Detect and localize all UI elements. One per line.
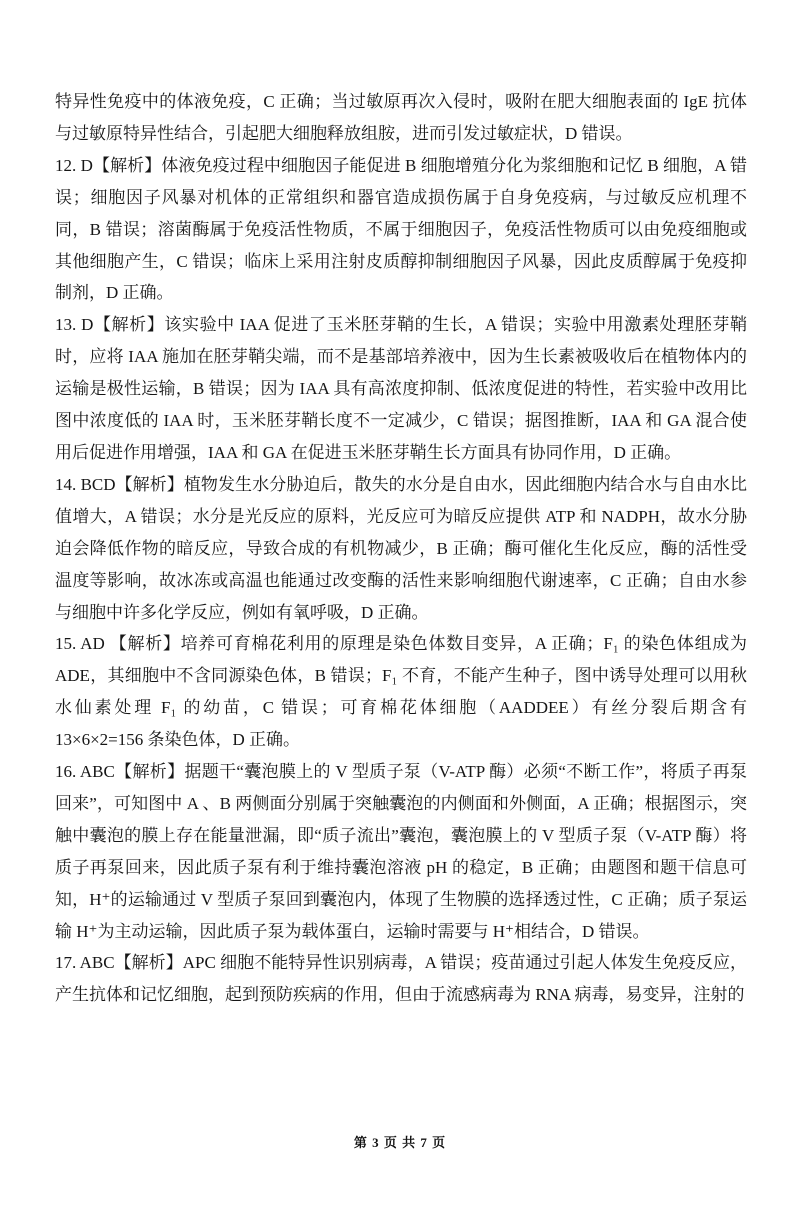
paragraph-continuation: 特异性免疫中的体液免疫，C 正确；当过敏原再次入侵时，吸附在肥大细胞表面的 IgE 抗体与过敏原特异性结合，引起肥大细胞释放组胺，进而引发过敏症状，D 错误。 (55, 92, 747, 143)
page-number-footer: 第 3 页 共 7 页 (353, 1135, 447, 1150)
answer-item-13: 13. D【解析】该实验中 IAA 促进了玉米胚芽鞘的生长，A 错误；实验中用激素处理胚芽鞘时，应将 IAA 施加在胚芽鞘尖端，而不是基部培养液中，因为生长素被吸收后在植物体内的运输是极性运输，B 错误；因为 IAA 具有高浓度抑制、低浓度促进的特性，若实验中改用比图中浓度低的 IAA 时，玉米胚芽鞘长度不一定减少，C 错误；据图推断，IAA 和 GA 混合使用后促进作用增强，IAA 和 GA 在促进玉米胚芽鞘生长方面具有协同作用，D 正确。 (55, 315, 747, 462)
answer-item-17: 17. ABC【解析】APC 细胞不能特异性识别病毒，A 错误；疫苗通过引起人体发生免疫反应，产生抗体和记忆细胞，起到预防疾病的作用，但由于流感病毒为 RNA 病毒，易变异，注射的 (55, 953, 747, 1005)
answer-item-16: 16. ABC【解析】据题干“囊泡膜上的 V 型质子泵（V-ATP 酶）必须“不断工作”，将质子再泵回来”，可知图中 A 、B 两侧面分别属于突触囊泡的内侧面和外侧面，A 正确；根据图示，突触中囊泡的膜上存在能量泄漏，即“质子流出”囊泡，囊泡膜上的 V 型质子泵（V-ATP 酶）将质子再泵回来，因此质子泵有利于维持囊泡溶液 pH 的稳定，B 正确；由题图和题干信息可知，H⁺的运输通过 V 型质子泵回到囊泡内，体现了生物膜的选择透过性，C 正确；质子泵运输 H⁺为主动运输，因此质子泵为载体蛋白，运输时需要与 H⁺相结合，D 错误。 (55, 762, 747, 941)
answer-item-15: 15. AD 【解析】培养可育棉花利用的原理是染色体数目变异，A 正确；F₁ 的染色体组成为 ADE，其细胞中不含同源染色体，B 错误；F₁ 不育，不能产生种子，图中诱导处理可以用秋水仙素处理 F₁ 的幼苗，C 错误；可育棉花体细胞（AADDEE）有丝分裂后期含有 13×6×2=156 条染色体，D 正确。 (55, 634, 747, 750)
answer-item-14: 14. BCD【解析】植物发生水分胁迫后，散失的水分是自由水，因此细胞内结合水与自由水比值增大，A 错误；水分是光反应的原料，光反应可为暗反应提供 ATP 和 NADPH，故水分胁迫会降低作物的暗反应，导致合成的有机物减少，B 正确；酶可催化生化反应，酶的活性受温度等影响，故冰冻或高温也能通过改变酶的活性来影响细胞代谢速率，C 正确；自由水参与细胞中许多化学反应，例如有氧呼吸，D 正确。 (55, 474, 747, 622)
answer-item-12: 12. D【解析】体液免疫过程中细胞因子能促进 B 细胞增殖分化为浆细胞和记忆 B 细胞，A 错误；细胞因子风暴对机体的正常组织和器官造成损伤属于自身免疫病，与过敏反应机理不同，B 错误；溶菌酶属于免疫活性物质，不属于细胞因子，免疫活性物质可以由免疫细胞或其他细胞产生，C 错误；临床上采用注射皮质醇抑制细胞因子风暴，因此皮质醇属于免疫抑制剂，D 正确。 (55, 155, 747, 303)
answer-key-content (55, 86, 747, 1011)
